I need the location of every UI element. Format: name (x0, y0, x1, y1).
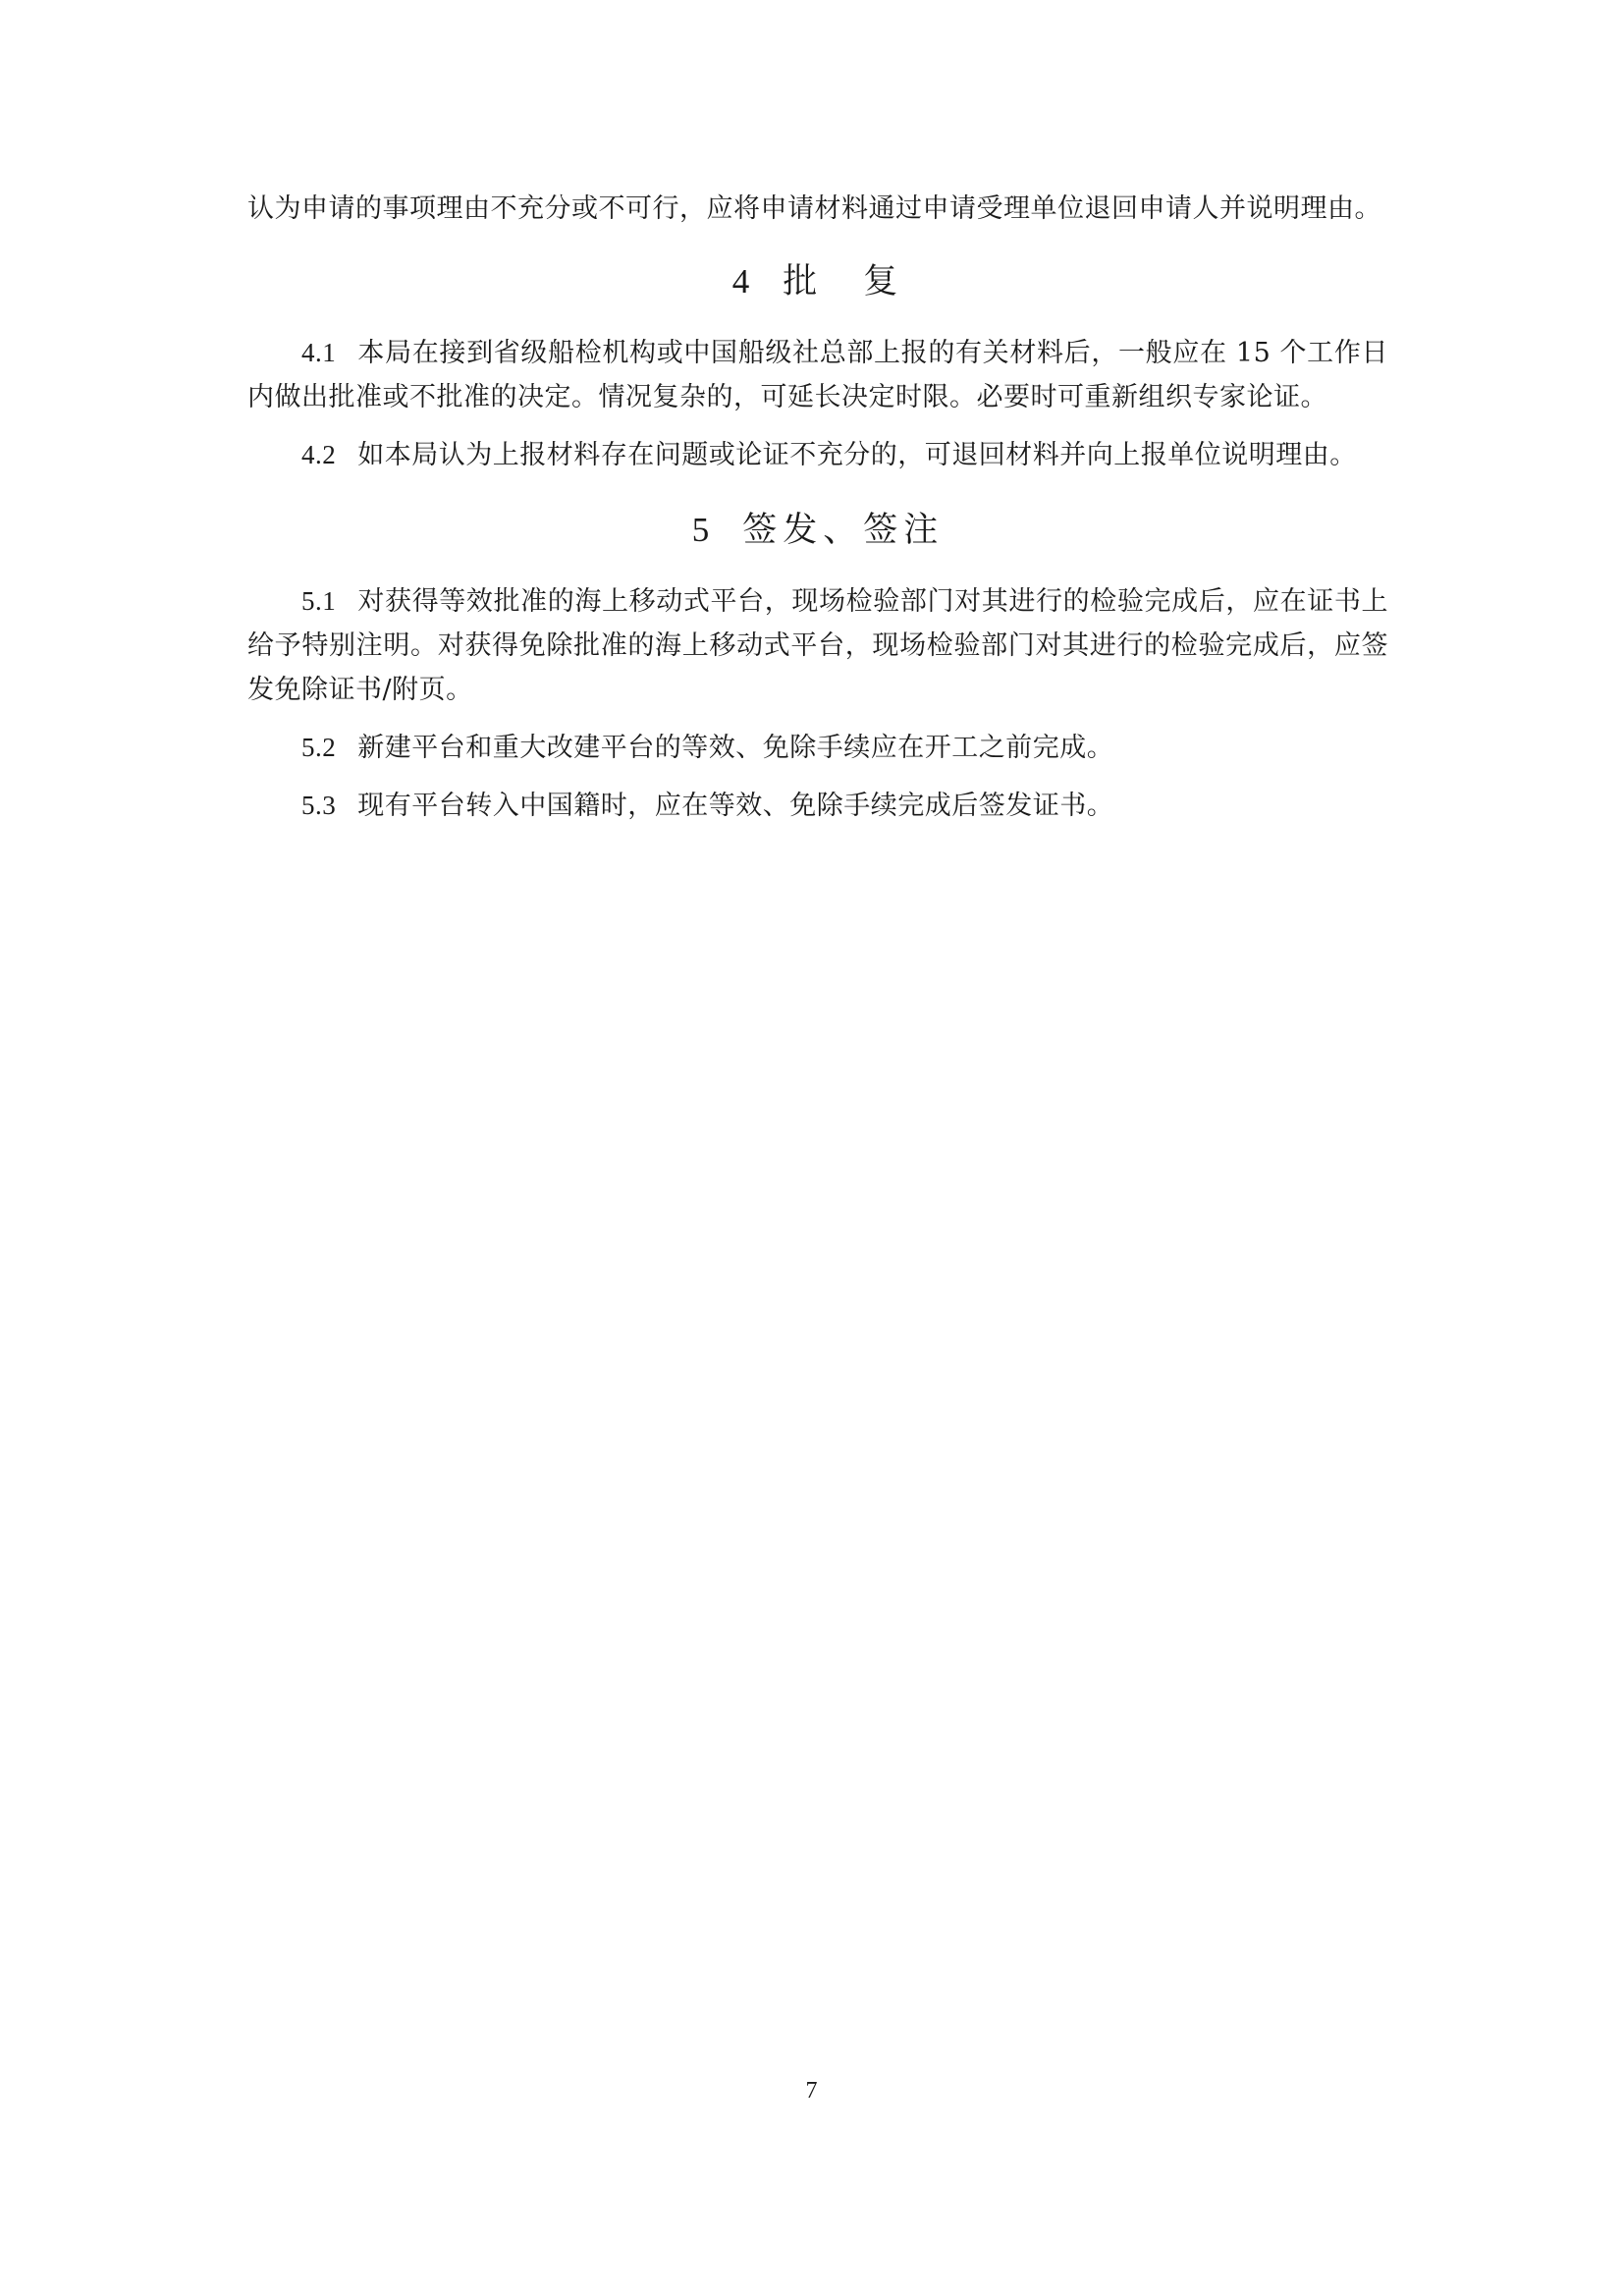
clause-text: 如本局认为上报材料存在问题或论证不充分的，可退回材料并向上报单位说明理由。 (357, 440, 1357, 470)
section-4-heading (247, 250, 1388, 313)
clause-text: 对获得等效批准的海上移动式平台，现场检验部门对其进行的检验完成后，应在证书上给予特别注明。对获得免除批准的海上移动式平台，现场检验部门对其进行的检验完成后，应签发免除证书/附页。 (247, 586, 1388, 705)
clause-number: 5.3 (301, 791, 337, 820)
clause-number: 4.2 (301, 440, 337, 469)
page-number: 7 (805, 2078, 818, 2104)
clause-number: 5.2 (301, 733, 337, 762)
document-body (247, 187, 1388, 828)
continuation-paragraph: 认为申请的事项理由不充分或不可行，应将申请材料通过申请受理单位退回申请人并说明理由。 (247, 193, 1381, 224)
clause-text: 本局在接到省级船检机构或中国船级社总部上报的有关材料后，一般应在 15 个工作日内做出批准或不批准的决定。情况复杂的，可延长决定时限。必要时可重新组织专家论证。 (247, 338, 1388, 412)
clause-5-1 (247, 579, 1388, 712)
clause-text: 新建平台和重大改建平台的等效、免除手续应在开工之前完成。 (357, 733, 1114, 763)
section-4-title: 批 复 (783, 262, 904, 301)
clause-5-2 (247, 726, 1388, 770)
section-5-heading (247, 499, 1388, 562)
clause-text: 现有平台转入中国籍时，应在等效、免除手续完成后签发证书。 (357, 791, 1114, 821)
section-5-title: 签发、签注 (742, 511, 945, 550)
clause-number: 5.1 (301, 586, 337, 616)
clause-4-1 (247, 331, 1388, 419)
clause-number: 4.1 (301, 338, 337, 367)
clause-5-3 (247, 784, 1388, 828)
section-5-number: 5 (691, 511, 716, 549)
clause-4-2 (247, 433, 1388, 477)
section-4-number: 4 (731, 262, 756, 301)
